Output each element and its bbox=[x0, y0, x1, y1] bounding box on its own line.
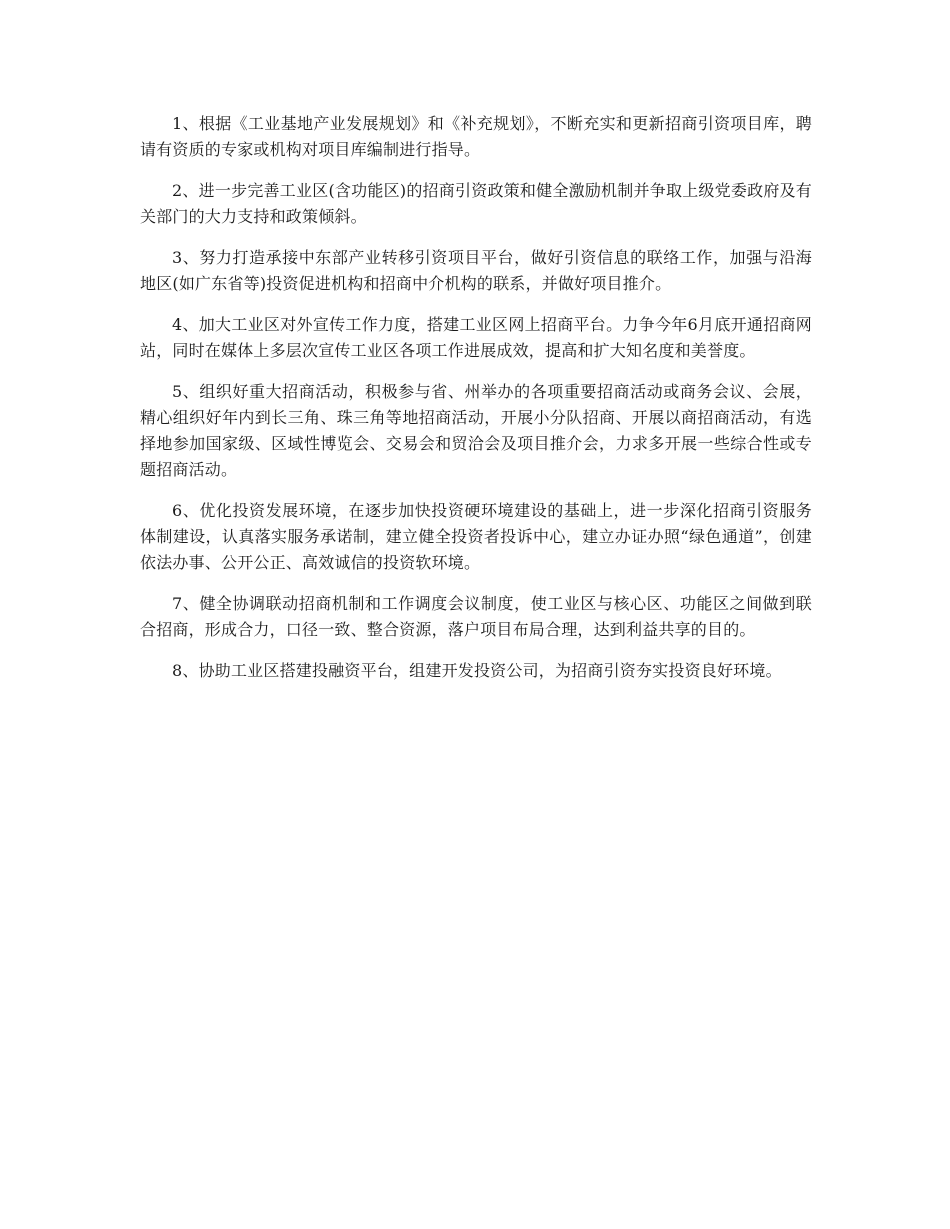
paragraph-5: 5、组织好重大招商活动，积极参与省、州举办的各项重要招商活动或商务会议、会展，精心组织好年内到长三角、珠三角等地招商活动，开展小分队招商、开展以商招商活动，有选择地参加国家级、区域性博览会、交易会和贸洽会及项目推介会，力求多开展一些综合性或专题招商活动。 bbox=[140, 382, 812, 479]
paragraph-4: 4、加大工业区对外宣传工作力度，搭建工业区网上招商平台。力争今年6月底开通招商网站，同时在媒体上多层次宣传工业区各项工作进展成效，提高和扩大知名度和美誉度。 bbox=[140, 315, 812, 360]
document-body bbox=[140, 111, 812, 699]
paragraph-6: 6、优化投资发展环境，在逐步加快投资硬环境建设的基础上，进一步深化招商引资服务体制建设，认真落实服务承诺制，建立健全投资者投诉中心，建立办证办照“绿色通道”，创建依法办事、公开公正、高效诚信的投资软环境。 bbox=[140, 501, 812, 572]
paragraph-2: 2、进一步完善工业区(含功能区)的招商引资政策和健全激励机制并争取上级党委政府及有关部门的大力支持和政策倾斜。 bbox=[140, 181, 812, 226]
paragraph-8: 8、协助工业区搭建投融资平台，组建开发投资公司，为招商引资夯实投资良好环境。 bbox=[172, 661, 782, 680]
paragraph-1: 1、根据《工业基地产业发展规划》和《补充规划》，不断充实和更新招商引资项目库，聘请有资质的专家或机构对项目库编制进行指导。 bbox=[140, 114, 812, 159]
paragraph-3: 3、努力打造承接中东部产业转移引资项目平台，做好引资信息的联络工作，加强与沿海地区(如广东省等)投资促进机构和招商中介机构的联系，并做好项目推介。 bbox=[140, 248, 812, 293]
paragraph-7: 7、健全协调联动招商机制和工作调度会议制度，使工业区与核心区、功能区之间做到联合招商，形成合力，口径一致、整合资源，落户项目布局合理，达到利益共享的目的。 bbox=[140, 594, 812, 639]
